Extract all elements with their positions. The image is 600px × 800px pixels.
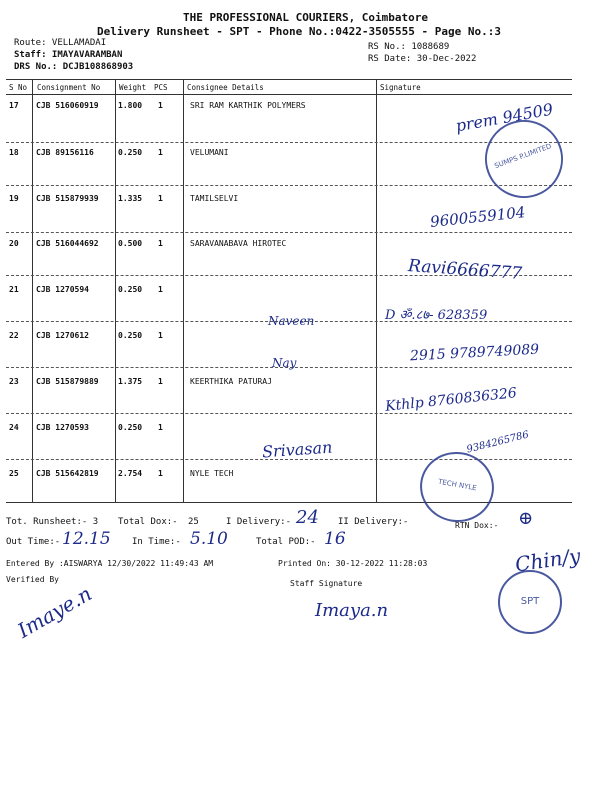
row-consignment: CJB 515879889 <box>36 377 99 386</box>
handwritten-signature: 2915 9789749089 <box>409 341 540 365</box>
handwritten-signature: Kthlp 8760836326 <box>384 385 518 415</box>
row-weight: 0.250 <box>118 148 143 157</box>
row-weight: 0.250 <box>118 331 143 340</box>
verified-by-label: Verified By <box>6 575 59 584</box>
row-weight: 1.800 <box>118 101 143 110</box>
row-pcs: 1 <box>158 239 163 248</box>
handwritten-signature: 9600559104 <box>429 203 527 231</box>
route: Route: VELLAMADAI <box>14 38 107 48</box>
out-time-value: 12.15 <box>62 529 111 549</box>
row-separator <box>6 185 572 186</box>
handwritten-name: Naveen <box>268 314 315 328</box>
row-weight: 0.250 <box>118 423 143 432</box>
rtn-dox-label: RTN Dox:- <box>455 521 499 530</box>
row-sno: 21 <box>9 285 19 294</box>
row-consignee: SRI RAM KARTHIK POLYMERS <box>190 101 306 110</box>
row-consignment: CJB 515879939 <box>36 194 99 203</box>
row-pcs: 1 <box>158 101 163 110</box>
col-header-consignee: Consignee Details <box>187 83 264 92</box>
corner-signature: Chin/y <box>513 543 582 577</box>
row-pcs: 1 <box>158 148 163 157</box>
handwritten-signature: 9384265786 <box>465 429 531 456</box>
col-header-consignment: Consignment No <box>37 83 101 92</box>
stamp-text: SPT <box>520 596 540 607</box>
in-time-value: 5.10 <box>190 529 228 549</box>
row-consignment: CJB 1270612 <box>36 331 89 340</box>
ii-delivery-label: II Delivery:- <box>338 517 409 527</box>
row-consignment: CJB 515642819 <box>36 469 99 478</box>
verifier-signature: Imaye.n <box>13 581 96 643</box>
row-pcs: 1 <box>158 331 163 340</box>
col-header-weight: Weight <box>119 83 147 92</box>
row-consignment: CJB 516060919 <box>36 101 99 110</box>
row-consignment: CJB 89156116 <box>36 148 94 157</box>
row-sno: 25 <box>9 469 19 478</box>
company-stamp <box>498 570 562 634</box>
row-pcs: 1 <box>158 377 163 386</box>
row-sno: 22 <box>9 331 19 340</box>
handwritten-signature: Ravi6666777 <box>407 256 523 284</box>
row-sno: 18 <box>9 148 19 157</box>
in-time-label: In Time:- <box>132 537 181 547</box>
total-pod-label: Total POD:- <box>256 537 316 547</box>
rs-number: RS No.: 1088689 <box>368 42 450 52</box>
total-dox-value: 25 <box>188 517 199 527</box>
row-sno: 20 <box>9 239 19 248</box>
row-pcs: 1 <box>158 285 163 294</box>
row-weight: 2.754 <box>118 469 143 478</box>
i-delivery-value: 24 <box>296 507 319 528</box>
row-sno: 17 <box>9 101 19 110</box>
rtn-dox-mark: ⊕ <box>518 508 534 529</box>
stamp-text: TECH NYLE <box>437 477 478 493</box>
entered-by: Entered By :AISWARYA 12/30/2022 11:49:43 AM <box>6 559 214 568</box>
col-header-sno: S No <box>9 83 28 92</box>
out-time-label: Out Time:- <box>6 537 61 547</box>
row-pcs: 1 <box>158 469 163 478</box>
company-name: THE PROFESSIONAL COURIERS, Coimbatore <box>183 11 429 24</box>
row-pcs: 1 <box>158 423 163 432</box>
col-header-pcs: PCS <box>154 83 168 92</box>
row-consignee: SARAVANABAVA HIROTEC <box>190 239 287 248</box>
runsheet-title: Delivery Runsheet - SPT - Phone No.:0422-3505555 - Page No.:3 <box>97 25 501 38</box>
row-consignee: TAMILSELVI <box>190 194 239 203</box>
col-header-signature: Signature <box>380 83 421 92</box>
row-separator <box>6 413 572 414</box>
row-consignment: CJB 1270594 <box>36 285 89 294</box>
handwritten-signature: D ॐ.८७- 628359 <box>385 308 488 323</box>
row-weight: 1.335 <box>118 194 143 203</box>
staff: Staff: IMAYAVARAMBAN <box>14 50 123 60</box>
row-consignment: CJB 1270593 <box>36 423 89 432</box>
row-weight: 0.500 <box>118 239 143 248</box>
printed-on: Printed On: 30-12-2022 11:28:03 <box>278 559 428 568</box>
row-sno: 19 <box>9 194 19 203</box>
row-consignee: NYLE TECH <box>190 469 234 478</box>
row-sno: 24 <box>9 423 19 432</box>
table-header-rule <box>6 94 572 95</box>
row-consignee: KEERTHIKA PATURAJ <box>190 377 272 386</box>
table-top-rule <box>6 79 572 80</box>
i-delivery-label: I Delivery:- <box>226 517 292 527</box>
row-weight: 0.250 <box>118 285 143 294</box>
staff-signature-label: Staff Signature <box>290 579 363 588</box>
handwritten-signature: prem 94509 <box>454 99 555 136</box>
rs-date: RS Date: 30-Dec-2022 <box>368 54 477 64</box>
row-separator <box>6 232 572 233</box>
stamp-text: SUMPS P.LIMITED <box>493 142 553 171</box>
row-weight: 1.375 <box>118 377 143 386</box>
handwritten-name: Srivasan <box>261 437 333 462</box>
drs-number: DRS No.: DCJB108868903 <box>14 62 134 72</box>
tot-runsheet: Tot. Runsheet:- 3 <box>6 517 99 527</box>
row-sno: 23 <box>9 377 19 386</box>
row-consignee: VELUMANI <box>190 148 229 157</box>
row-pcs: 1 <box>158 194 163 203</box>
total-pod-value: 16 <box>324 529 346 549</box>
staff-signature: Imaya.n <box>315 600 389 621</box>
total-dox-label: Total Dox:- <box>118 517 178 527</box>
handwritten-name: Nay <box>272 356 297 370</box>
row-consignment: CJB 516044692 <box>36 239 99 248</box>
